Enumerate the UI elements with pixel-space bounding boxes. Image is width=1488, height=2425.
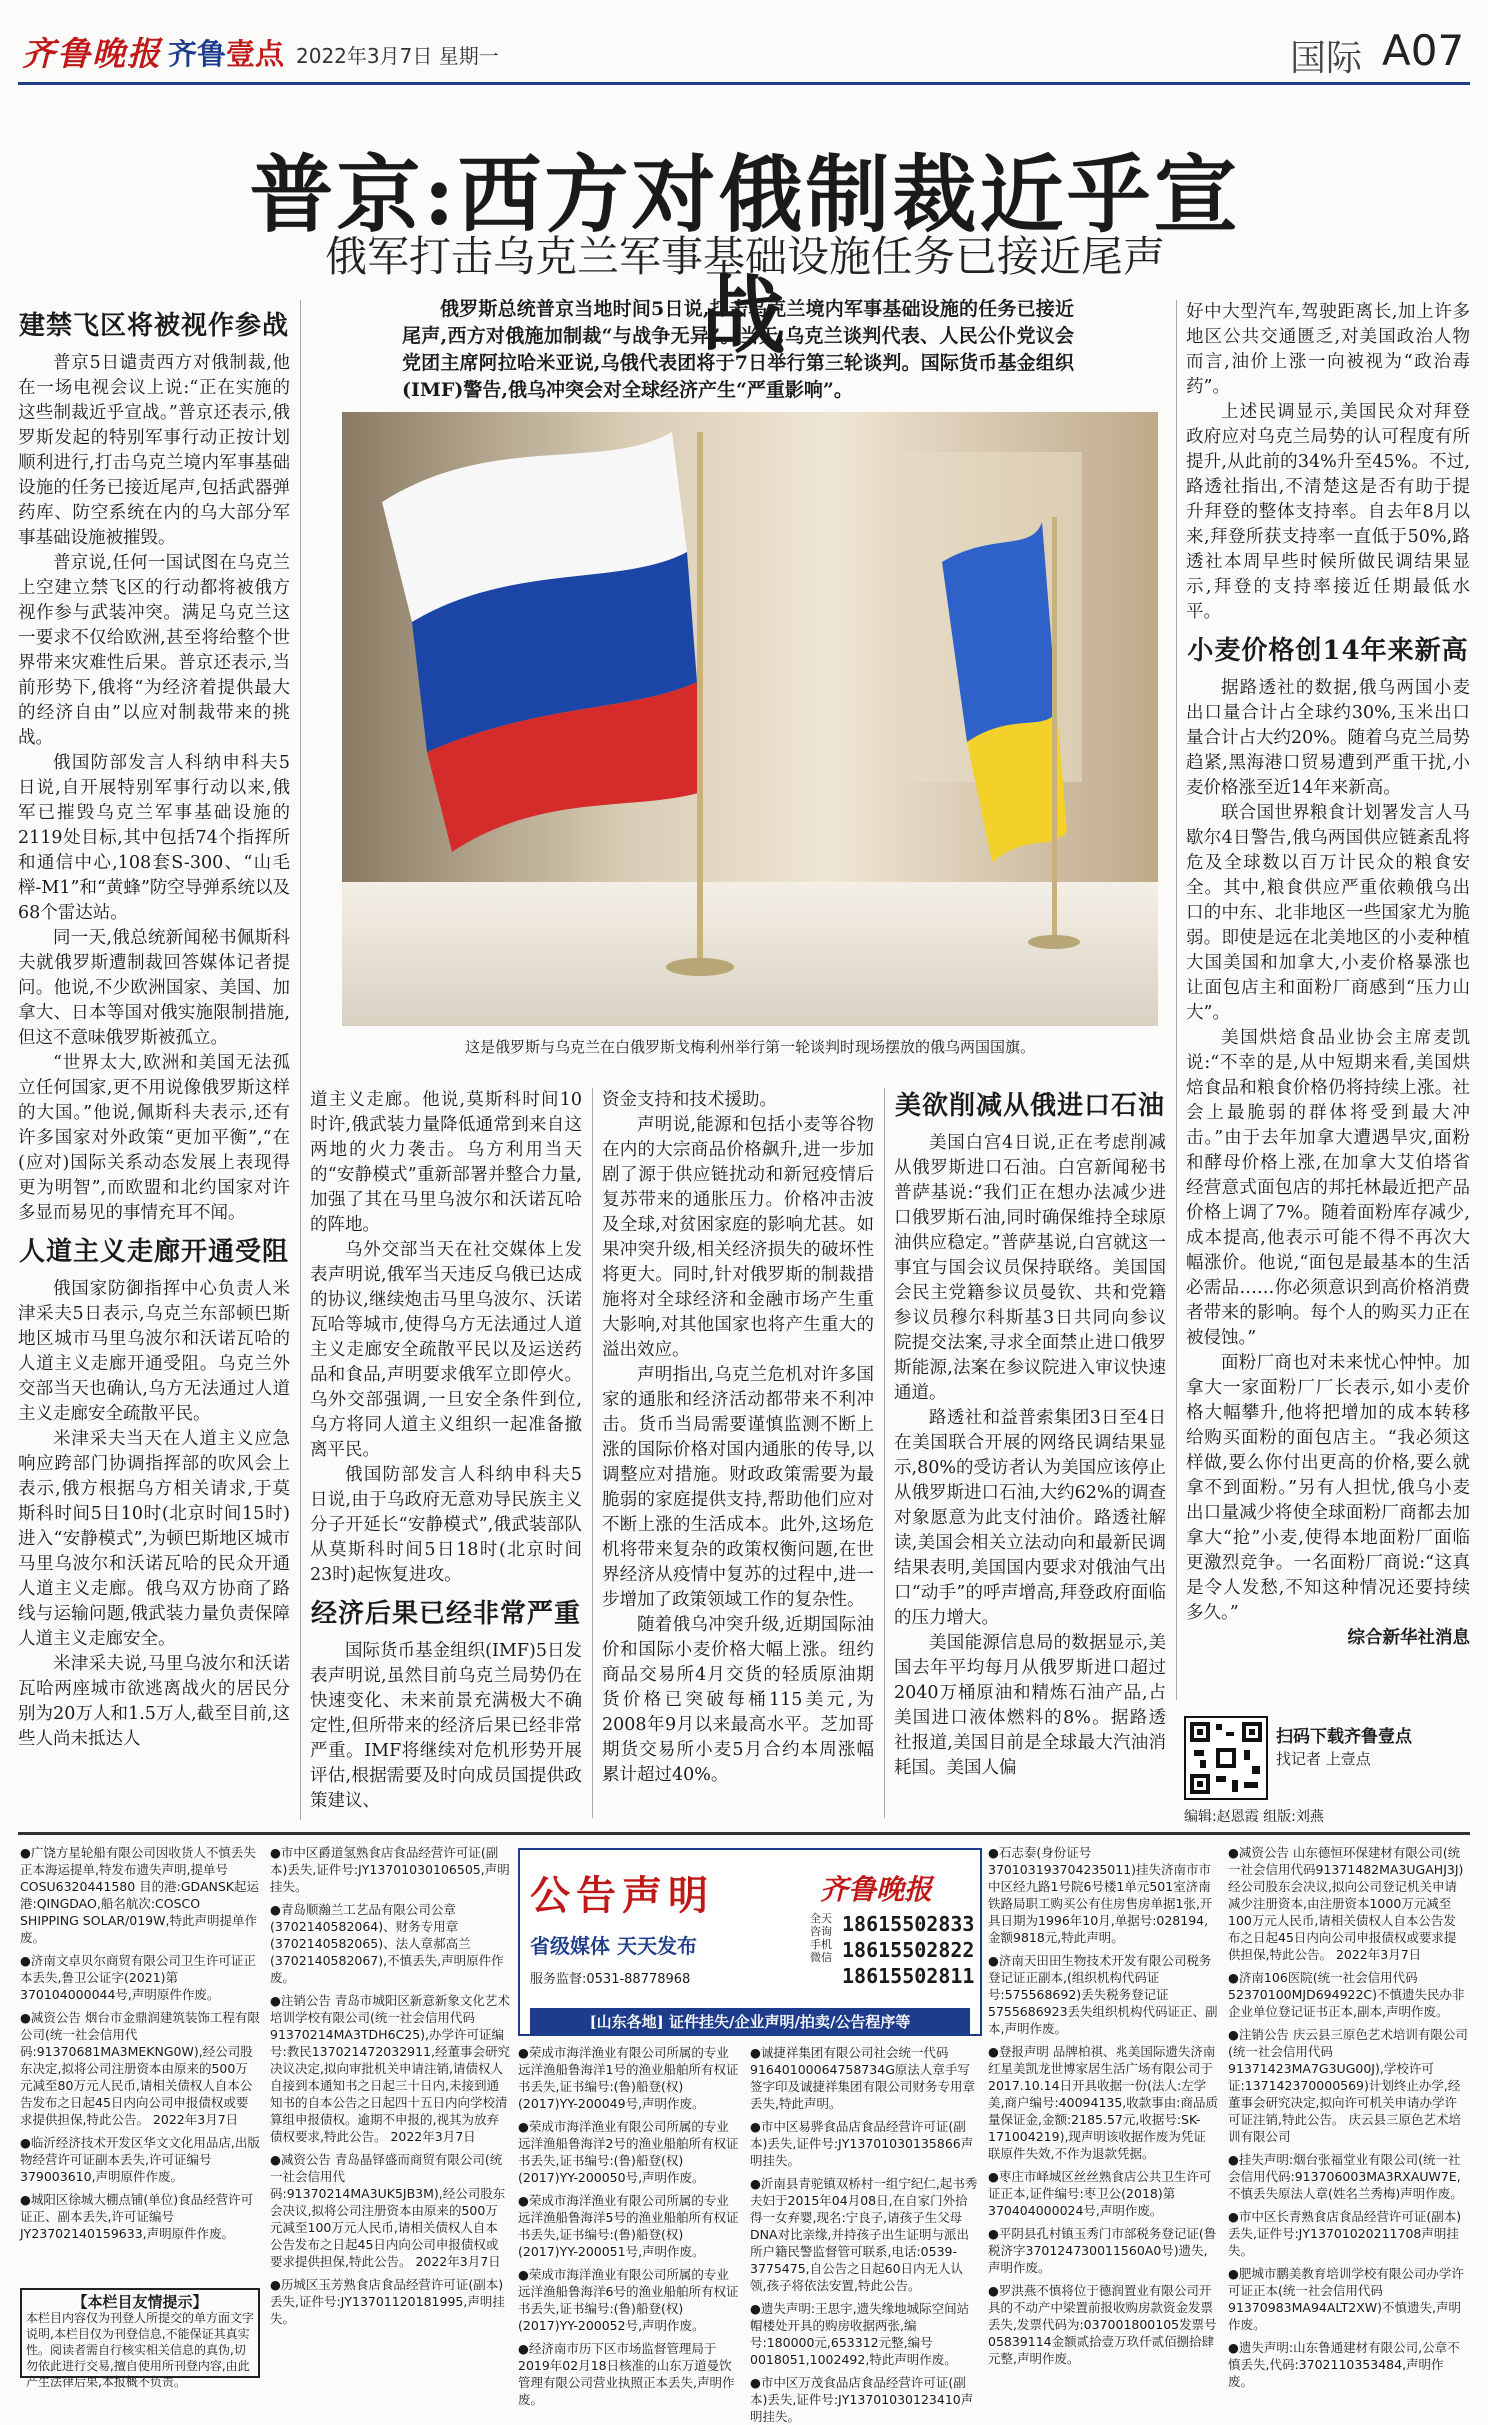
notice-column-2 [270, 1844, 510, 2384]
paragraph: 上述民调显示,美国民众对拜登政府应对乌克兰局势的认可程度有所提升,从此前的34%升至45%。不过,路透社指出,不清楚这是否有助于提升拜登的整体支持率。自去年8月以来,拜登所获支持率一直低于50%,路透社本周早些时候所做民调结果显示,拜登的支持率接近任期最低水平。 [1186, 402, 1470, 622]
qr-code-icon[interactable] [1184, 1716, 1268, 1800]
article-column-2 [310, 1088, 582, 1818]
notice-item: ●青岛顺瀚兰工艺品有限公司公章(3702140582064)、财务专用章(3702140582065)、法人章郝高兰(3702140582067),不慎丢失,声明原件作废。 [270, 1902, 504, 1985]
qr-label: 扫码下载齐鲁壹点 [1276, 1727, 1412, 1747]
app-logo: 齐鲁壹点 [168, 37, 285, 71]
section-heading-oil: 美欲削减从俄进口石油 [894, 1091, 1165, 1121]
notice-item: ●荣成市海洋渔业有限公司所属的专业远洋渔船鲁海洋1号的渔业船舶所有权证书丢失,证书编号:(鲁)船登(权)(2017)YY-200049号,声明作废。 [518, 2045, 739, 2111]
column-divider [1176, 300, 1177, 1700]
photo-caption: 这是俄罗斯与乌克兰在白俄罗斯戈梅利州举行第一轮谈判时现场摆放的俄乌两国国旗。 [464, 1038, 1035, 1056]
qr-sublabel: 找记者 上壹点 [1276, 1750, 1371, 1768]
notice-item: ●沂南县青驼镇双桥村一组宁纪仁,起书秀夫妇于2015年04月08日,在自家门外拾得一女弃婴,现名:宁良子,请孩子生父母DNA对比亲缘,并持孩子出生证明与派出所户籍民警监督管可联系,电话:0539-3775475,自公告之日起60日内无人认领,孩子将依法安置,特此公告。 [750, 2176, 978, 2293]
issue-date: 2022年3月7日 星期一 [296, 44, 499, 68]
ad-phone[interactable]: 18615502811 [842, 1964, 975, 1988]
paragraph: 好中大型汽车,驾驶距离长,加上许多地区公共交通匮乏,对美国政治人物而言,油价上涨一向被视为“政治毒药”。 [1186, 302, 1470, 397]
paragraph: 同一天,俄总统新闻秘书佩斯科夫就俄罗斯遭制裁回答媒体记者提问。他说,不少欧洲国家、美国、加拿大、日本等国对俄实施限制措施,但这不意味俄罗斯被孤立。 [18, 928, 290, 1048]
paragraph: 联合国世界粮食计划署发言人马歇尔4日警告,俄乌两国供应链紊乱将危及全球数以百万计民众的粮食安全。其中,粮食供应严重依赖俄乌出口的中东、北非地区一些国家尤为脆弱。即使是远在北美地区的小麦种植大国美国和加拿大,小麦价格暴涨也让面包店主和面粉厂商感到“压力山大”。 [1186, 803, 1470, 1023]
subheadline: 俄军打击乌克兰军事基础设施任务已接近尾声 [324, 232, 1165, 281]
paragraph: 声明指出,乌克兰危机对许多国家的通胀和经济活动都带来不利冲击。货币当局需要谨慎监测不断上涨的国际价格对国内通胀的传导,以调整应对措施。财政政策需要为最脆弱的家庭提供支持,帮助他们应对不断上涨的生活成本。此外,这场危机将带来复杂的政策权衡问题,在世界经济从疫情中复苏的过程中,进一步增加了政策领域工作的复杂性。 [602, 1365, 874, 1610]
notice-item: ●荣成市海洋渔业有限公司所属的专业远洋渔船鲁海洋2号的渔业船舶所有权证书丢失,证书编号:(鲁)船登(权)(2017)YY-200050号,声明作废。 [518, 2119, 739, 2185]
notice-item: ●济南106医院(统一社会信用代码52370100MJD694922C)不慎遗失民办非企业单位登记证书正本,副本,声明作废。 [1228, 1970, 1465, 2019]
header-rule [18, 82, 1470, 85]
notice-item: ●枣庄市峄城区丝丝熟食店公共卫生许可证正本,证件编号:枣卫公(2018)第370404000024号,声明作废。 [988, 2169, 1212, 2218]
flags-photo [342, 412, 1158, 1026]
notice-column-6 [1228, 1844, 1468, 2389]
notice-item: ●诚捷祥集团有限公司社会统一代码91640100064758734G原法人章手写签字印及诚捷祥集团有限公司财务专用章丢失,特此声明。 [750, 2045, 976, 2111]
notice-item: ●减资公告 烟台市金鼎润建筑装饰工程有限公司(统一社会信用代码:91370681MA3MEKNG0W),经公司股东决定,拟将公司注册资本由原来的500万元减至80万元人民币,请相关债权人自本公告发布之日起45日内向公司申报债权或要求提供担保,特此公告。 2022年3月7日 [20, 2010, 260, 2127]
paragraph: 俄国防部发言人科纳申科夫5日说,由于乌政府无意劝导民族主义分子开延长“安静模式”,俄武装部队从莫斯科时间5日18时(北京时间23时)起恢复进攻。 [310, 1465, 582, 1585]
ad-phone[interactable]: 18615502833 [842, 1912, 975, 1936]
notice-item: ●罗洪燕不慎将位于德润置业有限公司开具的不动产中梁置前报收购房款资金发票丢失,发票代码为:037001800105发票号05839114金额贰拾壹万玖仟贰佰捌拾肆元整,声明作废。 [988, 2283, 1217, 2366]
ad-slogan: 省级媒体 天天发布 [530, 1934, 697, 1958]
article-column-5 [1186, 300, 1470, 1700]
notice-item: ●广饶方星轮船有限公司因收货人不慎丢失正本海运提单,特发布遗失声明,提单号COSU6320441580 目的港:GDANSK起运港:QINGDAO,船名航次:COSCO SHIPPING SOLAR/019W,特此声明提单作废。 [20, 1845, 259, 1945]
paragraph: 普京说,任何一国试图在乌克兰上空建立禁飞区的行动都将被俄方视作参与武装冲突。满足乌克兰这一要求不仅给欧洲,甚至将给整个世界带来灾难性后果。普京还表示,当前形势下,俄将“为经济着提供最大的经济自由”以应对制裁带来的挑战。 [18, 553, 290, 748]
notice-item: ●荣成市海洋渔业有限公司所属的专业远洋渔船鲁海洋5号的渔业船舶所有权证书丢失,证书编号:(鲁)船登(权)(2017)YY-200051号,声明作废。 [518, 2193, 739, 2259]
notice-ad-box [518, 1848, 982, 2036]
lead-paragraph: 俄罗斯总统普京当地时间5日说,打击乌克兰境内军事基础设施的任务已接近尾声,西方对俄施加制裁“与战争无异”。当天,乌克兰谈判代表、人民公仆党议会党团主席阿拉哈米亚说,乌俄代表团将于7日举行第三轮谈判。国际货币基金组织(IMF)警告,俄乌冲突会对全球经济产生“严重影响”。 [402, 298, 1074, 401]
notice-item: ●肥城市鹏美教育培训学校有限公司办学许可证正本(统一社会信用代码91370983MA94ALT2XW)不慎遗失,声明作废。 [1228, 2266, 1464, 2332]
notice-column-3 [518, 2044, 740, 2407]
paragraph: 米津采夫说,马里乌波尔和沃诺瓦哈两座城市欲逃离战火的居民分别为20万人和1.5万人,截至目前,这些人尚未抵达人 [18, 1654, 290, 1749]
notice-item: ●济南文卓贝尔商贸有限公司卫生许可证正本丢失,鲁卫公证字(2021)第370104000044号,声明原件作废。 [20, 1953, 256, 2002]
column-divider [592, 1088, 593, 1818]
notice-item: ●市中区爵道氢熟食店食品经营许可证(副本)丢失,证件号:JY13701030106505,声明挂失。 [270, 1845, 510, 1894]
section-heading-no-fly-zone: 建禁飞区将被视作参战 [18, 311, 289, 341]
column-divider [884, 1088, 885, 1818]
article-column-3 [602, 1088, 874, 1818]
section-heading-wheat: 小麦价格创14年来新高 [1187, 636, 1469, 666]
paragraph: 资金支持和技术援助。 [602, 1090, 777, 1110]
notice-column-1 [20, 1844, 260, 2284]
paragraph: 面粉厂商也对未来忧心忡忡。加拿大一家面粉厂厂长表示,如小麦价格大幅攀升,他将把增加的成本转移给购买面粉的面包店主。“我必须这样做,要么你付出更高的价格,要么就拿不到面粉。”另有人担忧,俄乌小麦出口量减少将使全球面粉厂商都去加拿大“抢”小麦,使得本地面粉厂面临更激烈竞争。一名面粉厂商说:“这真是令人发愁,不知这种情况还要持续多久。” [1186, 1353, 1470, 1623]
ad-hotline: 服务监督:0531-88778968 [530, 1972, 691, 1987]
notice-item: ●减资公告 山东德恒环保建材有限公司(统一社会信用代码91371482MA3UGAHJ3J)经公司股东会决议,拟向公司登记机关申请减少注册资本,由注册资本1000万元减至100万元人民币,请相关债权人自本公告发布之日起45日内向公司申报债权或要求提供担保,特此公告。 2022年3月7日 [1228, 1845, 1464, 1962]
notice-item: ●临沂经济技术开发区华文文化用品店,出版物经营许可证副本丢失,许可证编号379003610,声明原件作废。 [20, 2135, 260, 2184]
notice-item: ●注销公告 庆云县三原色艺术培训有限公司(统一社会信用代码91371423MA7G3UG00J),学校许可证:137142370000569)计划终止办学,经董事会研究决定,拟向许可机关申请办学许可证注销,特此公告。 庆云县三原色艺术培训有限公司 [1228, 2027, 1468, 2144]
notice-column-4 [750, 2044, 978, 2424]
notice-item: ●市中区万茂食品店食品经营许可证(副本)丢失,证件号:JY13701030123410声明挂失。 [750, 2375, 974, 2424]
page-number: A07 [1382, 26, 1465, 75]
paragraph: 乌外交部当天在社交媒体上发表声明说,俄军当天违反乌俄已达成的协议,继续炮击马里乌波尔、沃诺瓦哈等城市,使得乌方无法通过人道主义走廊安全疏散平民以及运送药品和食品,声明要求俄军立即停火。乌外交部强调,一旦安全条件到位,乌方将同人道主义组织一起准备撤离平民。 [310, 1240, 582, 1460]
notice-item: ●历城区玉芳熟食店食品经营许可证(副本)丢失,证件号:JY13701120181995,声明挂失。 [270, 2277, 505, 2326]
notice-item: ●遗失声明:王思宇,遗失缘地城际空间站帽楼处开具的购房收据两张,编号:180000元,653312元整,编号0018051,1002492,特此声明作废。 [750, 2301, 970, 2367]
notice-item: ●市中区易骅食品店食品经营许可证(副本)丢失,证件号:JY13701030135866声明挂失。 [750, 2119, 974, 2168]
paragraph: 美国能源信息局的数据显示,美国去年平均每月从俄罗斯进口超过2040万桶原油和精炼石油产品,占美国进口液体燃料的8%。据路透社报道,美国目前是全球最大汽油消耗国。美国人偏 [894, 1633, 1166, 1778]
notice-item: ●挂失声明:烟台张福堂业有限公司(统一社会信用代码:913706003MA3RXAUW7E,不慎丢失原法人章(姓名兰秀梅)声明作废。 [1228, 2152, 1463, 2201]
ad-phone[interactable]: 18615502822 [842, 1938, 975, 1962]
paragraph: 随着俄乌冲突升级,近期国际油价和国际小麦价格大幅上涨。纽约商品交易所4月交货的轻质原油期货价格已突破每桶115美元,为2008年9月以来最高水平。芝加哥期货交易所小麦5月合约本周涨幅累计超过40%。 [602, 1615, 874, 1785]
notice-item: ●注销公告 青岛市城阳区新意新象文化艺术培训学校有限公司(统一社会信用代码91370214MA3TDH6C25),办学许可证编号:教民137021472032911,经董事会研究决议决定,拟向审批机关申请注销,请债权人自接到本通知书之日起三十日内,未接到通知书的自本公告之日起四十五日内向学校清算组申报债权。逾期不申报的,视其为放弃债权要求,特此公告。 2022年3月7日 [270, 1993, 510, 2144]
article-column-1 [18, 300, 290, 1820]
paragraph: 国际货币基金组织(IMF)5日发表声明说,虽然目前乌克兰局势仍在快速变化、未来前景充满极大不确定性,但所带来的经济后果已经非常严重。IMF将继续对危机形势开展评估,根据需要及时向成员国提供政策建议、 [310, 1641, 582, 1811]
paragraph: 道主义走廊。他说,莫斯科时间10时许,俄武装力量降低通常到来自这两地的火力袭击。乌方利用当天的“安静模式”重新部署并整合力量,加强了其在马里乌波尔和沃诺瓦哈的阵地。 [310, 1090, 582, 1235]
byline: 综合新华社消息 [1347, 1628, 1470, 1648]
paragraph: 俄国防部发言人科纳申科夫5日说,自开展特别军事行动以来,俄军已摧毁乌克兰军事基础设施的2119处目标,其中包括74个指挥所和通信中心,108套S-300、“山毛榉-M1”和“黄蜂”防空导弹系统以及68个雷达站。 [18, 753, 290, 923]
notice-item: ●遗失声明:山东鲁通建材有限公司,公章不慎丢失,代码:3702110353484,声明作废。 [1228, 2340, 1460, 2389]
notice-item: ●市中区长青熟食店食品经营许可证(副本)丢失,证件号:JY13701020211708声明挂失。 [1228, 2209, 1462, 2258]
section-label: 国际 [1290, 38, 1363, 79]
paper-logo: 齐鲁晚报 [22, 34, 162, 73]
notice-item: ●石志泰(身份证号370103193704235011)挂失济南市市中区经九路1号院6号楼1单元501室济南铁路局职工购买公有住房售房单据1张,开具日期为1996年10月,单据号:028194,金额9818元,特此声明。 [988, 1845, 1213, 1945]
disclaimer-title: 【本栏目友情提示】 [72, 2293, 208, 2311]
notice-item: ●登报声明 品牌柏祺、兆美国际遗失济南红星美凯龙世博家居生活广场有限公司于2017.10.14日开具收据一份(法人:左学美,商户编号:40094135,收款事由:商品质量保证金,金额:2185.57元,收据号:SK-171004219),现声明该收据作废为凭证联原件失效,不作为退款凭据。 [988, 2044, 1218, 2161]
notice-disclaimer [20, 2288, 260, 2389]
paragraph: 美国烘焙食品业协会主席麦凯说:“不幸的是,从中短期来看,美国烘焙食品和粮食价格仍将持续上涨。社会上最脆弱的群体将受到最大冲击。”由于去年加拿大遭遇旱灾,面粉和酵母价格上涨,在加拿大艾伯塔省经营意式面包店的邦托林最近把产品价格上调了7%。随着面粉库存减少,成本提高,他表示可能不得不再次大幅涨价。他说,“面包是最基本的生活必需品……你必须意识到高价格消费者带来的影响。每个人的购买力正在被侵蚀。” [1186, 1028, 1470, 1348]
notice-item: ●城阳区徐城大棚点铺(单位)食品经营许可证正、副本丢失,许可证编号JY23702140159633,声明原件作废。 [20, 2192, 254, 2241]
paragraph: 美国白宫4日说,正在考虑削减从俄罗斯进口石油。白宫新闻秘书普萨基说:“我们正在想办法减少进口俄罗斯石油,同时确保维持全球原油供应稳定。”普萨基说,白宫就这一事宜与国会议员保持联络。美国国会民主党籍参议员曼钦、共和党籍参议员穆尔科斯基3日共同向参议院提交法案,寻求全面禁止进口俄罗斯能源,法案在参议院进入审议快速通道。 [894, 1133, 1166, 1403]
ad-title: 公告声明 [530, 1872, 714, 1919]
paragraph: 声明说,能源和包括小麦等谷物在内的大宗商品价格飙升,进一步加剧了源于供应链扰动和新冠疫情后复苏带来的通胀压力。价格冲击波及全球,对贫困家庭的影响尤甚。如果冲突升级,相关经济损失的破坏性将更大。同时,针对俄罗斯的制裁措施将对全球经济和金融市场产生重大影响,对其他国家也将产生重大的溢出效应。 [602, 1115, 874, 1360]
ad-service-label: 全天咨询 手机微信 [810, 1912, 832, 1964]
notices-rule [18, 1832, 1470, 1835]
section-heading-corridor: 人道主义走廊开通受阻 [18, 1237, 289, 1267]
paragraph: “世界太大,欧洲和美国无法孤立任何国家,更不用说像俄罗斯这样的大国。”他说,佩斯科夫表示,还有许多国家对外政策“更加平衡”,“在(应对)国际关系动态发展上表现得更为明智”,而欧盟和北约国家对许多显而易见的事情充耳不闻。 [18, 1053, 290, 1223]
ad-logo: 齐鲁晚报 [820, 1873, 933, 1906]
paragraph: 普京5日谴责西方对俄制裁,他在一场电视会议上说:“正在实施的这些制裁近乎宣战。”普京还表示,俄罗斯发起的特别军事行动正按计划顺利进行,打击乌克兰境内军事基础设施的任务已接近尾声,包括武器弹药库、防空系统在内的乌大部分军事基础设施被摧毁。 [18, 353, 290, 548]
paragraph: 据路透社的数据,俄乌两国小麦出口量合计占全球约30%,玉米出口量合计占大约20%。随着乌克兰局势趋紧,黑海港口贸易遭到严重干扰,小麦价格涨至近14年来新高。 [1186, 678, 1470, 798]
editor-credits: 编辑:赵恩霞 组版:刘燕 [1184, 1809, 1324, 1825]
column-divider [300, 300, 301, 1820]
paragraph: 路透社和益普索集团3日至4日在美国联合开展的网络民调结果显示,80%的受访者认为美国应该停止从俄罗斯进口石油,大约62%的调查对象愿意为此支付油价。路透社解读,美国会相关立法动向和最新民调结果表明,美国国内要求对俄油气出口“动手”的呼声增高,拜登政府面临的压力增大。 [894, 1408, 1166, 1628]
notice-item: ●减资公告 青岛晶铎盛而商贸有限公司(统一社会信用代码:91370214MA3UK5JB3M),经公司股东会决议,拟将公司注册资本由原来的500万元减至100万元人民币,请相关债权人自本公告发布之日起45日内向公司申报债权或要求提供担保,特此公告。 2022年3月7日 [270, 2152, 506, 2269]
notice-item: ●平阴县孔村镇玉秀门市部税务登记证(鲁税济字370124730011560A0号)遗失,声明作废。 [988, 2226, 1217, 2275]
headline: 普京:西方对俄制裁近乎宣战 [249, 145, 1241, 365]
notice-item: ●济南天田田生物技术开发有限公司税务登记证正副本,(组织机构代码证号:575568692)丢失税务登记证5755686923丢失组织机构代码证正、副本,声明作废。 [988, 1953, 1218, 2036]
notice-column-5 [988, 1844, 1218, 2384]
paragraph: 米津采夫当天在人道主义应急响应跨部门协调指挥部的吹风会上表示,俄方根据乌方相关请求,于莫斯科时间5日10时(北京时间15时)进入“安静模式”,为顿巴斯地区城市马里乌波尔和沃诺瓦哈的民众开通人道主义走廊。俄乌双方协商了路线与运输问题,俄武装力量负责保障人道主义走廊安全。 [18, 1429, 290, 1649]
section-heading-economy: 经济后果已经非常严重 [310, 1599, 581, 1629]
paragraph: 俄国家防御指挥中心负责人米津采夫5日表示,乌克兰东部顿巴斯地区城市马里乌波尔和沃诺瓦哈的人道主义走廊开通受阻。乌克兰外交部当天也确认,乌方无法通过人道主义走廊安全疏散平民。 [18, 1279, 290, 1424]
ad-tagline: [山东各地] 证件挂失/企业声明/拍卖/公告程序等 [530, 2008, 970, 2035]
notice-item: ●荣成市海洋渔业有限公司所属的专业远洋渔船鲁海洋6号的渔业船舶所有权证书丢失,证书编号:(鲁)船登(权)(2017)YY-200052号,声明作废。 [518, 2267, 739, 2333]
article-column-4 [894, 1088, 1166, 1818]
disclaimer-text: 本栏目内容仅为刊登人所提交的单方面文字说明,本栏目仅为刊登信息,不能保证其真实性。阅读者需自行核实相关信息的真伪,切勿依此进行交易,擅自使用所刊登内容,由此产生法律后果,本报概不负责。 [26, 2311, 255, 2389]
notice-item: ●经济南市历下区市场监督管理局于2019年02月18日核准的山东万道曼饮管理有限公司营业执照正本丢失,声明作废。 [518, 2341, 735, 2407]
